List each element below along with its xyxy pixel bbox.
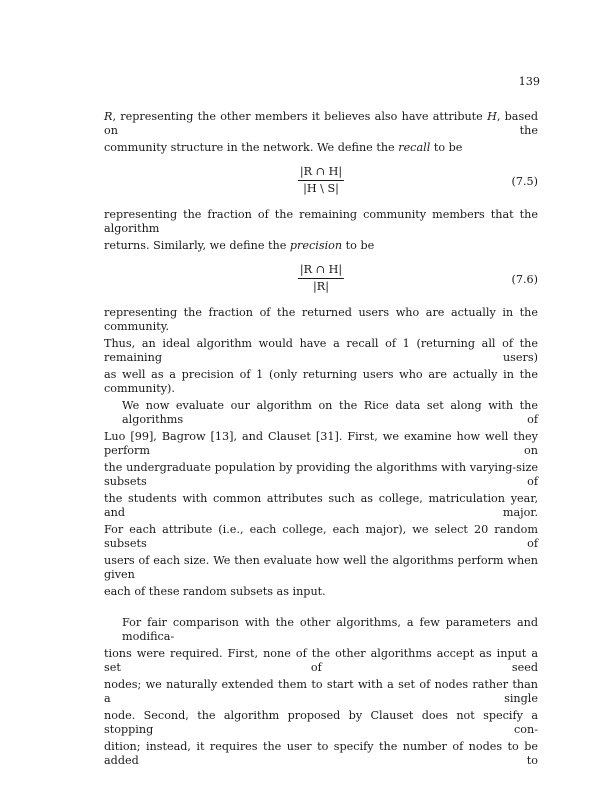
math-variable: H <box>487 110 497 123</box>
fraction <box>298 165 344 196</box>
text-line: representing the fraction of the returned users who are actually in the community. <box>104 306 538 333</box>
equation-7-5 <box>104 165 538 201</box>
text-line <box>104 239 538 253</box>
text-line: the students with common attributes such as college, matriculation year, and major. <box>104 492 538 519</box>
equation-label: (7.5) <box>511 175 538 188</box>
math-variable: R <box>104 110 113 123</box>
text-line <box>104 110 538 138</box>
fraction <box>298 263 344 294</box>
text-line: each of these random subsets as input. <box>104 585 326 598</box>
denominator: |R| <box>313 280 329 293</box>
denominator: |H \ S| <box>303 182 339 195</box>
emphasis: precision <box>289 239 343 252</box>
text-line: Thus, an ideal algorithm would have a recall of 1 (returning all of the remaining users) <box>104 337 538 364</box>
equation-7-6 <box>104 263 538 299</box>
text-line: Luo [99], Bagrow [13], and Clauset [31]. First, we examine how well they perform on <box>104 430 538 457</box>
text-span: to be <box>342 239 375 252</box>
emphasis: recall <box>398 141 431 154</box>
text-line: node. Second, the algorithm proposed by Clauset does not specify a stopping con- <box>104 709 538 736</box>
text-span: , based on the <box>104 110 538 137</box>
text-line: dition; instead, it requires the user to specify the number of nodes to be added to <box>104 740 538 767</box>
numerator: |R ∩ H| <box>298 263 344 279</box>
text-line: For each attribute (i.e., each college, each major), we select 20 random subsets of <box>104 523 538 550</box>
text-line: users of each size. We then evaluate how well the algorithms perform when given <box>104 554 538 581</box>
text-line <box>104 141 538 155</box>
text-line: We now evaluate our algorithm on the Rice data set along with the algorithms of <box>122 399 538 426</box>
text-span: , representing the other members it believes also have attribute <box>112 110 488 123</box>
equation-label: (7.6) <box>511 273 538 286</box>
text-span: returns. Similarly, we define the <box>104 239 290 252</box>
text-span: to be <box>430 141 463 154</box>
numerator: |R ∩ H| <box>298 165 344 181</box>
text-line: representing the fraction of the remaining community members that the algorithm <box>104 208 538 235</box>
text-line: the undergraduate population by providing the algorithms with varying-size subsets of <box>104 461 538 488</box>
text-line: tions were required. First, none of the other algorithms accept as input a set of seed <box>104 647 538 674</box>
text-span: community structure in the network. We define the <box>104 141 399 154</box>
text-line: For fair comparison with the other algorithms, a few parameters and modifica- <box>122 616 538 643</box>
page-number: 139 <box>518 75 540 88</box>
text-line: as well as a precision of 1 (only returning users who are actually in the community). <box>104 368 538 395</box>
text-line: nodes; we naturally extended them to start with a set of nodes rather than a single <box>104 678 538 705</box>
